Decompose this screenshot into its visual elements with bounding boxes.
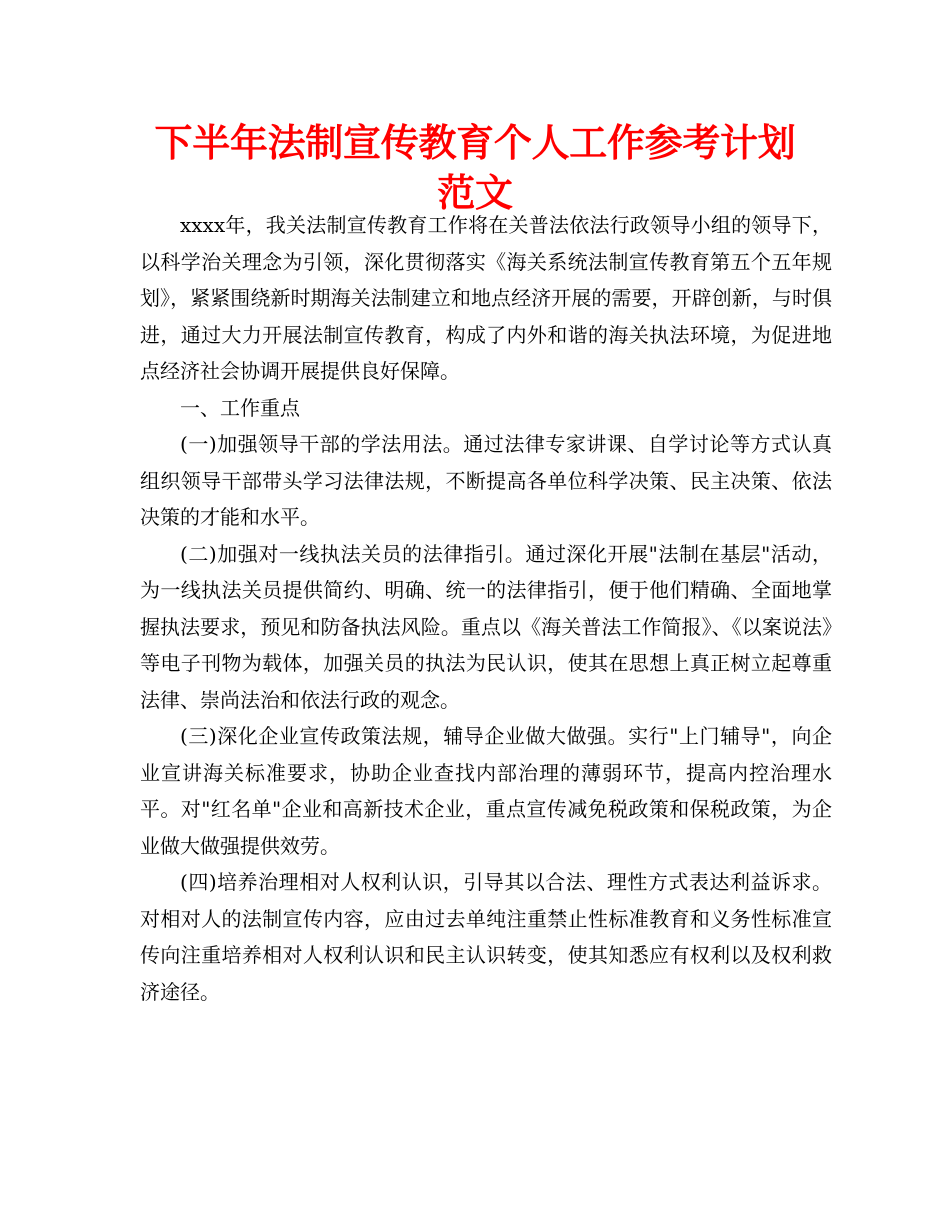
intro-paragraph: xxxx年，我关法制宣传教育工作将在关普法依法行政领导小组的领导下，以科学治关理念为引领，深化贯彻落实《海关系统法制宣传教育第五个五年规划》，紧紧围绕新时期海关法制建立和地点经济开展的需要，开辟创新，与时俱进，通过大力开展法制宣传教育，构成了内外和谐的海关执法环境，为促进地点经济社会协调开展提供良好保障。 <box>140 213 832 383</box>
item-paragraph-2: (二)加强对一线执法关员的法律指引。通过深化开展"法制在基层"活动，为一线执法关员提供简约、明确、统一的法律指引，便于他们精确、全面地掌握执法要求，预见和防备执法风险。重点以《海关普法工作简报》、《以案说法》等电子刊物为载体，加强关员的执法为民认识，使其在思想上真正树立起尊重法律、崇尚法治和依法行政的观念。 <box>140 541 832 712</box>
document-title: 下半年法制宣传教育个人工作参考计划范文 <box>154 121 796 215</box>
section-heading-work-focus: 一、工作重点 <box>180 395 300 420</box>
item-paragraph-3: (三)深化企业宣传政策法规，辅导企业做大做强。实行"上门辅导"，向企业宣讲海关标准要求，协助企业查找内部治理的薄弱环节，提高内控治理水平。对"红名单"企业和高新技术企业，重点宣传减免税政策和保税政策，为企业做大做强提供效劳。 <box>140 724 832 858</box>
document-body <box>140 207 832 1010</box>
item-paragraph-1: (一)加强领导干部的学法用法。通过法律专家讲课、自学讨论等方式认真组织领导干部带头学习法律法规，不断提高各单位科学决策、民主决策、依法决策的才能和水平。 <box>140 432 832 529</box>
item-paragraph-4: (四)培养治理相对人权利认识，引导其以合法、理性方式表达利益诉求。对相对人的法制宣传内容，应由过去单纯注重禁止性标准教育和义务性标准宣传向注重培养相对人权利认识和民主认识转变，使其知悉应有权利以及权利救济途径。 <box>140 870 832 1004</box>
